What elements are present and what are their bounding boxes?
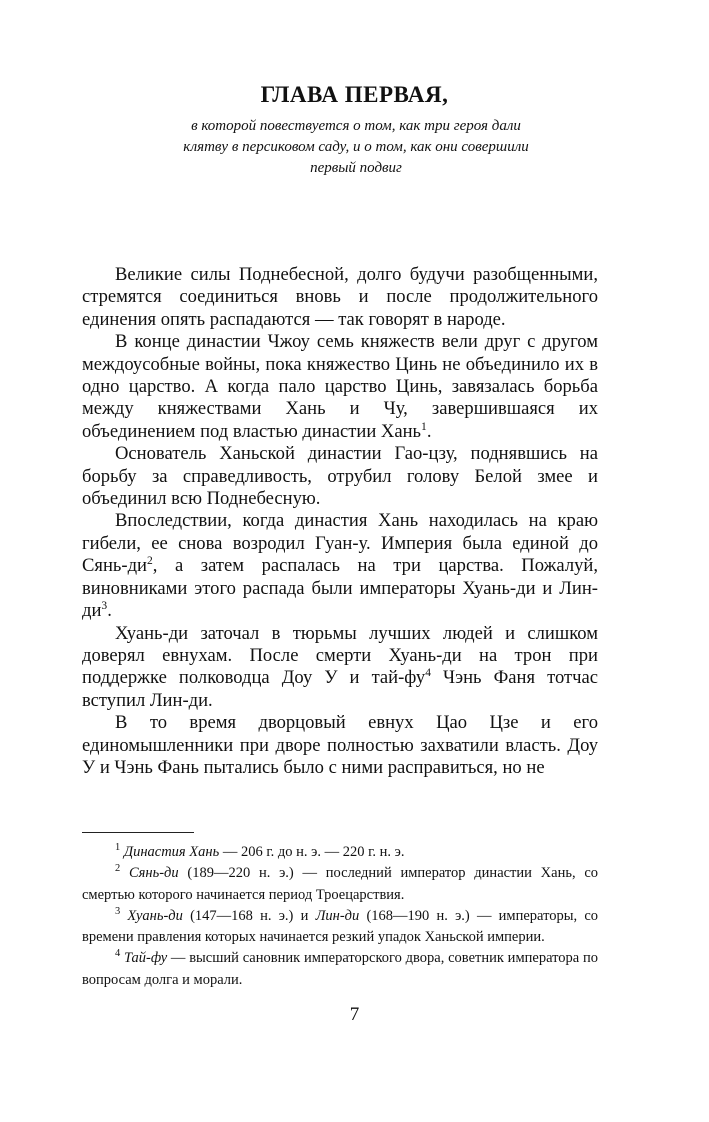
footnote-text: — 206 г. до н. э. — 220 г. н. э. xyxy=(219,844,405,860)
paragraph xyxy=(82,510,598,622)
subtitle-line: первый подвиг xyxy=(310,160,402,176)
paragraph-text: . xyxy=(107,600,112,622)
footnote-term: Хуань-ди xyxy=(127,907,183,924)
chapter-subtitle xyxy=(118,116,594,179)
footnote-divider xyxy=(82,832,194,833)
page-number: 7 xyxy=(349,1004,360,1025)
paragraph-text: Хуань-ди заточал в тюрьмы лучших людей и слишком доверял евнухам. После смерти Хуань-ди на трон при поддержке полководца Доу У и тай-фу xyxy=(82,622,598,689)
footnote-number: 4 xyxy=(115,948,121,960)
footnote-text: (168—190 н. э.) — императоры, со времени правления которых начинается резкий упадок Ханьской империи. xyxy=(82,907,598,946)
footnote xyxy=(82,906,598,949)
paragraph-text: , а затем распалась на три царства. Пожалуй, виновниками этого распада были императоры Хуань-ди и Лин-ди xyxy=(82,555,598,622)
paragraph-text: . xyxy=(426,420,432,442)
paragraph: Основатель Ханьской династии Гао-цзу, поднявшись на борьбу за справедливость, отрубил голову Белой змее и объединил всю Поднебесную. xyxy=(82,443,598,510)
footnote xyxy=(82,842,598,863)
footnote-number: 2 xyxy=(115,863,121,875)
chapter-heading: ГЛАВА ПЕРВАЯ, xyxy=(260,82,449,107)
paragraph xyxy=(82,331,598,443)
footnote-ref: 3 xyxy=(101,599,108,612)
footnote-text: — высший сановник императорского двора, советник императора по вопросам долга и морали. xyxy=(82,950,599,988)
paragraph-text: Чэнь Фаня тотчас вступил Лин-ди. xyxy=(82,667,598,711)
footnote xyxy=(82,863,598,906)
paragraph-text: Впоследствии, когда династия Хань находилась на краю гибели, ее снова возродил Гуан-у. Империя была единой до Сянь-ди xyxy=(82,510,598,577)
footnote-term: Лин-ди xyxy=(315,907,360,924)
footnotes xyxy=(82,842,598,991)
footnote-number: 1 xyxy=(115,842,121,854)
footnote-term: Династия Хань xyxy=(123,844,220,860)
subtitle-line: в которой повествуется о том, как три героя дали xyxy=(191,118,521,134)
footnote-number: 3 xyxy=(115,906,121,918)
paragraph: Великие силы Поднебесной, долго будучи разобщенными, стремятся соединиться вновь и после продолжительного единения опять распадаются — так говорят в народе. xyxy=(82,264,598,330)
paragraph-text: В конце династии Чжоу семь княжеств вели друг с другом междоусобные войны, пока княжество Цинь не объединило их в одно царство. А когда пало царство Цинь, завязалась борьба между княжествами Хань и Чу, завершившаяся их объединением под властью династии Хань xyxy=(82,331,598,442)
footnote-ref: 4 xyxy=(425,667,431,680)
footnote-ref: 2 xyxy=(147,555,153,568)
footnote-text: (147—168 н. э.) и xyxy=(182,907,316,924)
paragraph: В то время дворцовый евнух Цао Цзе и его единомышленники при дворе полностью захватили власть. Доу У и Чэнь Фань пытались было с ними расправиться, но не xyxy=(82,712,598,778)
footnote-ref: 1 xyxy=(421,420,427,433)
footnote xyxy=(82,948,598,991)
main-text xyxy=(82,264,598,779)
footnote-text: (189—220 н. э.) — последний император династии Хань, со смертью которого начинается период Троецарствия. xyxy=(82,865,599,903)
paragraph xyxy=(82,623,598,713)
footnote-term: Тай-фу xyxy=(124,950,168,967)
subtitle-line: клятву в персиковом саду, и о том, как они совершили xyxy=(183,139,529,155)
footnote-term: Сянь-ди xyxy=(128,865,179,882)
